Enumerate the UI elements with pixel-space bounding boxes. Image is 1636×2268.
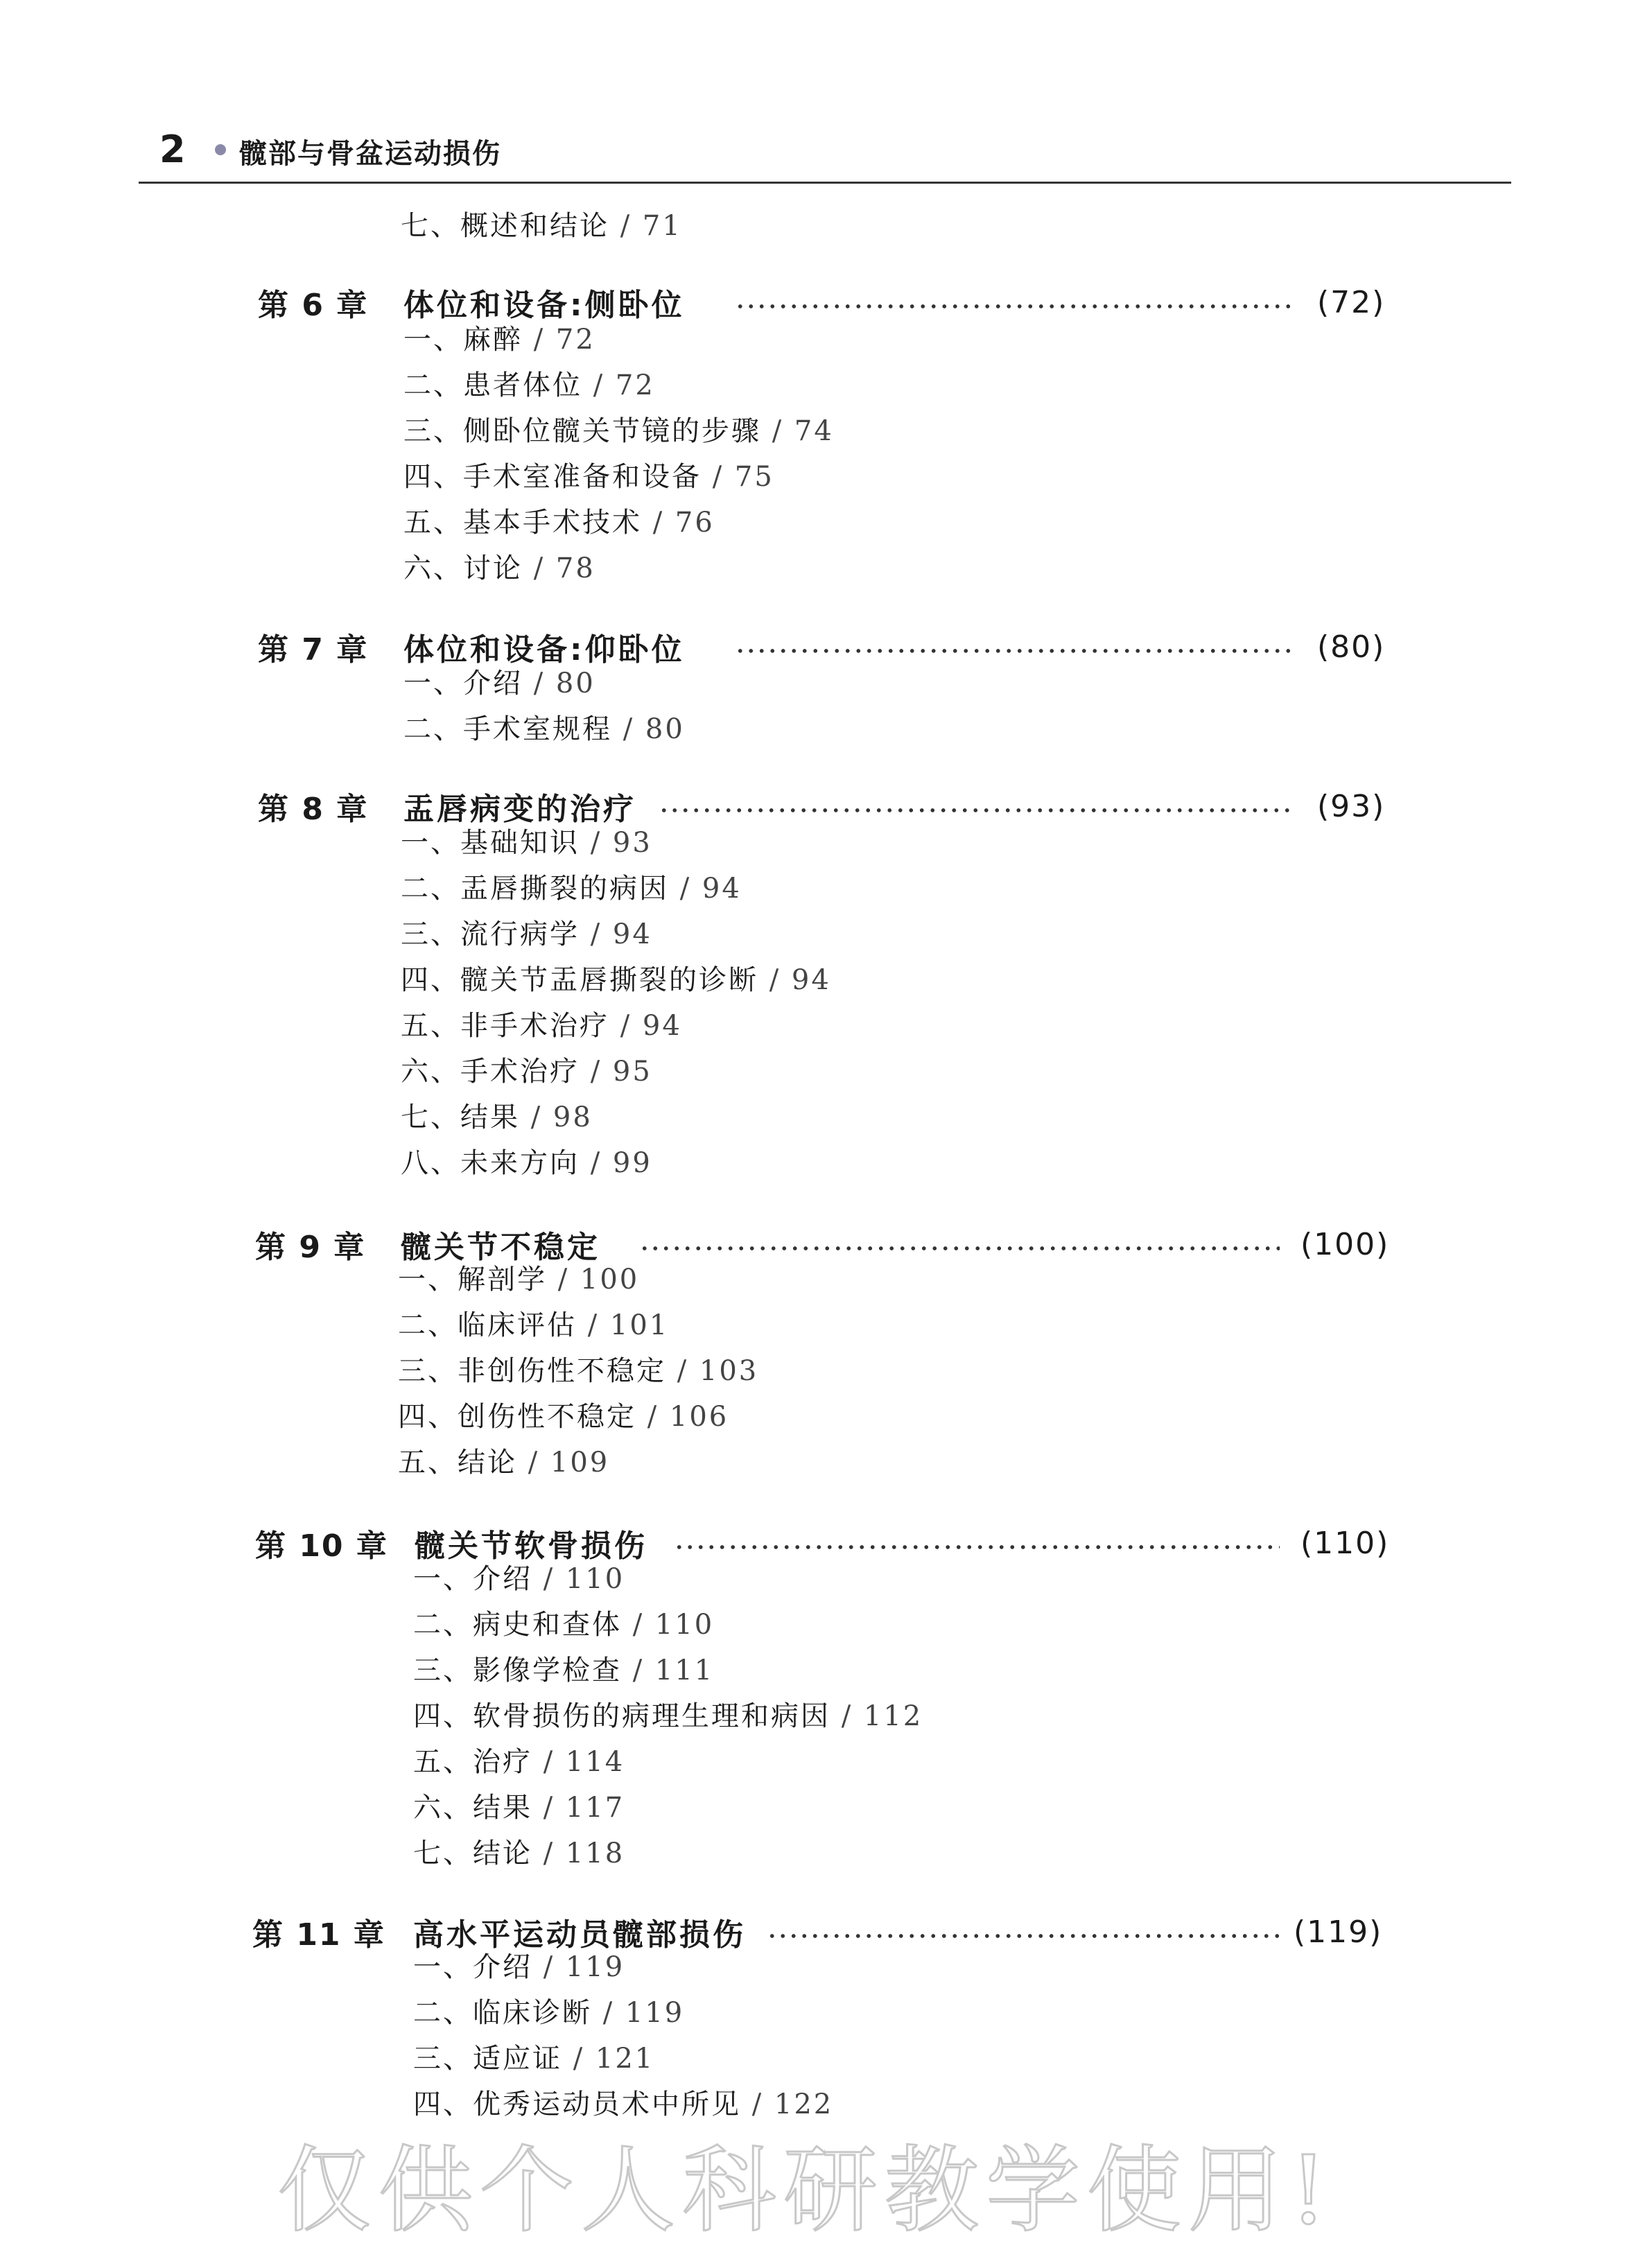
chapter-number: 第 8 章 xyxy=(258,792,369,827)
section-entry xyxy=(403,661,595,701)
section-entry xyxy=(401,912,652,952)
section-page: 121 xyxy=(595,2043,655,2075)
chapter-number: 第 7 章 xyxy=(258,632,369,668)
section-page: 112 xyxy=(863,1700,923,1732)
dot-leader xyxy=(639,1246,1280,1250)
section-page: 95 xyxy=(612,1056,652,1088)
section-label: 二、病史和查体 xyxy=(413,1609,622,1641)
section-label: 六、讨论 xyxy=(403,552,523,584)
section-label: 三、适应证 xyxy=(413,2043,562,2075)
section-entry xyxy=(401,1141,652,1180)
watermark: 仅供个人科研教学使用! xyxy=(277,2136,1334,2246)
section-label: 七、概述和结论 xyxy=(401,210,609,242)
section-page: 80 xyxy=(645,713,685,745)
page-separator: / xyxy=(580,1147,613,1179)
section-label: 三、流行病学 xyxy=(401,918,580,950)
page-separator: / xyxy=(741,2088,774,2120)
section-label: 二、手术室规程 xyxy=(403,713,612,745)
page-separator: / xyxy=(523,668,556,699)
page-separator: / xyxy=(642,507,675,539)
section-page: 74 xyxy=(794,415,834,447)
page-separator: / xyxy=(577,1309,610,1341)
dot-leader xyxy=(767,1934,1280,1938)
section-entry xyxy=(398,1349,758,1388)
section-entry xyxy=(401,958,831,997)
page-separator: / xyxy=(592,1997,625,2029)
section-page: 78 xyxy=(555,552,595,584)
page-separator: / xyxy=(582,369,616,401)
chapter-page: (72) xyxy=(1317,284,1386,320)
section-label: 一、介绍 xyxy=(403,668,523,699)
page-separator: / xyxy=(622,1609,655,1641)
page-separator: / xyxy=(622,1655,655,1686)
section-entry xyxy=(401,204,682,243)
chapter-title: 高水平运动员髋部损伤 xyxy=(413,1917,746,1953)
section-page: 72 xyxy=(615,369,655,401)
section-page: 114 xyxy=(565,1746,625,1778)
section-label: 三、非创伤性不稳定 xyxy=(398,1355,666,1387)
section-label: 四、优秀运动员术中所见 xyxy=(413,2088,741,2120)
chapter-number: 第 6 章 xyxy=(258,288,369,323)
page-separator: / xyxy=(580,827,613,859)
section-entry xyxy=(413,1603,714,1642)
section-page: 111 xyxy=(654,1655,715,1686)
page-separator: / xyxy=(830,1700,864,1732)
section-label: 一、解剖学 xyxy=(398,1264,547,1296)
dot-leader xyxy=(735,304,1291,308)
section-entry xyxy=(413,1786,625,1825)
section-page: 98 xyxy=(552,1101,593,1133)
section-label: 一、基础知识 xyxy=(401,827,580,859)
section-label: 五、治疗 xyxy=(413,1746,532,1778)
section-label: 八、未来方向 xyxy=(401,1147,580,1179)
page-separator: / xyxy=(612,713,645,745)
section-page: 100 xyxy=(580,1264,640,1296)
section-page: 94 xyxy=(702,873,742,905)
page-separator: / xyxy=(532,1746,566,1778)
section-entry xyxy=(413,1945,625,1984)
chapter-page: (100) xyxy=(1300,1226,1390,1262)
section-entry xyxy=(413,1831,625,1871)
section-page: 99 xyxy=(612,1147,652,1179)
section-page: 94 xyxy=(791,964,831,996)
page-separator: / xyxy=(523,552,556,584)
page-separator: / xyxy=(761,415,794,447)
page-separator: / xyxy=(532,1792,566,1824)
section-label: 二、患者体位 xyxy=(403,369,582,401)
page-separator: / xyxy=(547,1264,580,1296)
section-entry xyxy=(398,1303,669,1343)
section-entry xyxy=(403,500,715,540)
section-page: 103 xyxy=(699,1355,759,1387)
section-label: 四、手术室准备和设备 xyxy=(403,461,702,493)
section-page: 93 xyxy=(612,827,652,859)
chapter-title: 髋关节不稳定 xyxy=(401,1230,600,1265)
section-label: 七、结论 xyxy=(413,1838,532,1869)
section-entry xyxy=(413,2036,654,2076)
section-label: 二、盂唇撕裂的病因 xyxy=(401,873,669,905)
section-entry xyxy=(403,707,685,747)
section-entry xyxy=(413,1740,625,1779)
section-page: 76 xyxy=(675,507,715,539)
page-separator: / xyxy=(609,1010,643,1042)
section-page: 72 xyxy=(555,324,595,356)
section-page: 101 xyxy=(609,1309,670,1341)
chapter-title: 盂唇病变的治疗 xyxy=(403,792,636,827)
section-page: 71 xyxy=(642,210,682,242)
chapter-number: 第 10 章 xyxy=(255,1528,388,1564)
section-entry xyxy=(401,1004,682,1043)
page-separator: / xyxy=(758,964,792,996)
section-entry xyxy=(398,1257,639,1297)
section-entry xyxy=(401,1095,593,1135)
section-entry xyxy=(401,821,652,860)
section-entry xyxy=(403,363,655,403)
section-page: 117 xyxy=(565,1792,625,1824)
chapter-title: 髋关节软骨损伤 xyxy=(415,1528,647,1564)
chapter-page: (80) xyxy=(1317,629,1386,665)
dot-leader xyxy=(659,808,1291,812)
page-separator: / xyxy=(702,461,735,493)
chapter-title: 体位和设备:侧卧位 xyxy=(403,288,685,323)
section-label: 四、软骨损伤的病理生理和病因 xyxy=(413,1700,830,1732)
page-separator: / xyxy=(580,1056,613,1088)
chapter-page: (110) xyxy=(1300,1525,1390,1561)
section-label: 五、基本手术技术 xyxy=(403,507,642,539)
section-entry xyxy=(401,1049,652,1089)
page-separator: / xyxy=(532,1951,566,1983)
section-page: 75 xyxy=(734,461,774,493)
section-page: 80 xyxy=(555,668,595,699)
section-page: 118 xyxy=(565,1838,625,1869)
section-page: 94 xyxy=(612,918,652,950)
chapter-title: 体位和设备:仰卧位 xyxy=(403,632,685,668)
page-separator: / xyxy=(666,1355,699,1387)
page-separator: / xyxy=(580,918,613,950)
section-page: 119 xyxy=(565,1951,625,1983)
page-separator: / xyxy=(669,873,702,905)
page-separator: / xyxy=(523,324,556,356)
section-entry xyxy=(413,1991,684,2030)
section-entry xyxy=(413,1694,923,1734)
chapter-number: 第 9 章 xyxy=(255,1230,366,1265)
section-page: 119 xyxy=(625,1997,685,2029)
chapter-page: (119) xyxy=(1294,1914,1383,1950)
dot-leader xyxy=(735,649,1291,653)
section-page: 110 xyxy=(654,1609,715,1641)
section-entry xyxy=(398,1395,729,1434)
section-label: 四、创伤性不稳定 xyxy=(398,1401,636,1433)
section-label: 五、非手术治疗 xyxy=(401,1010,609,1042)
section-label: 一、介绍 xyxy=(413,1563,532,1595)
running-title: 髋部与骨盆运动损伤 xyxy=(239,138,501,170)
page-separator: / xyxy=(517,1447,550,1478)
section-entry xyxy=(403,409,834,448)
section-page: 110 xyxy=(565,1563,625,1595)
section-page: 122 xyxy=(774,2088,834,2120)
section-page: 94 xyxy=(642,1010,682,1042)
section-label: 一、介绍 xyxy=(413,1951,532,1983)
section-label: 五、结论 xyxy=(398,1447,517,1478)
section-label: 三、侧卧位髋关节镜的步骤 xyxy=(403,415,761,447)
section-label: 四、髋关节盂唇撕裂的诊断 xyxy=(401,964,758,996)
chapter-number: 第 11 章 xyxy=(252,1917,385,1953)
page-separator: / xyxy=(636,1401,670,1433)
section-label: 六、手术治疗 xyxy=(401,1056,580,1088)
section-entry xyxy=(403,317,595,357)
section-label: 二、临床诊断 xyxy=(413,1997,592,2029)
page-separator: / xyxy=(562,2043,595,2075)
page-separator: / xyxy=(520,1101,553,1133)
section-page: 106 xyxy=(669,1401,729,1433)
section-entry xyxy=(403,455,774,494)
chapter-page: (93) xyxy=(1317,788,1386,824)
section-page: 109 xyxy=(550,1447,610,1478)
section-label: 七、结果 xyxy=(401,1101,520,1133)
section-entry xyxy=(413,1557,625,1596)
page-separator: / xyxy=(532,1563,566,1595)
section-label: 二、临床评估 xyxy=(398,1309,577,1341)
section-label: 三、影像学检查 xyxy=(413,1655,622,1686)
section-label: 六、结果 xyxy=(413,1792,532,1824)
dot-leader xyxy=(674,1545,1280,1549)
section-entry xyxy=(413,1648,714,1688)
page-separator: / xyxy=(609,210,643,242)
section-label: 一、麻醉 xyxy=(403,324,523,356)
section-entry xyxy=(403,546,595,586)
section-entry xyxy=(401,866,742,906)
page-separator: / xyxy=(532,1838,566,1869)
page-number: 2 xyxy=(159,128,186,171)
section-entry xyxy=(398,1440,609,1480)
